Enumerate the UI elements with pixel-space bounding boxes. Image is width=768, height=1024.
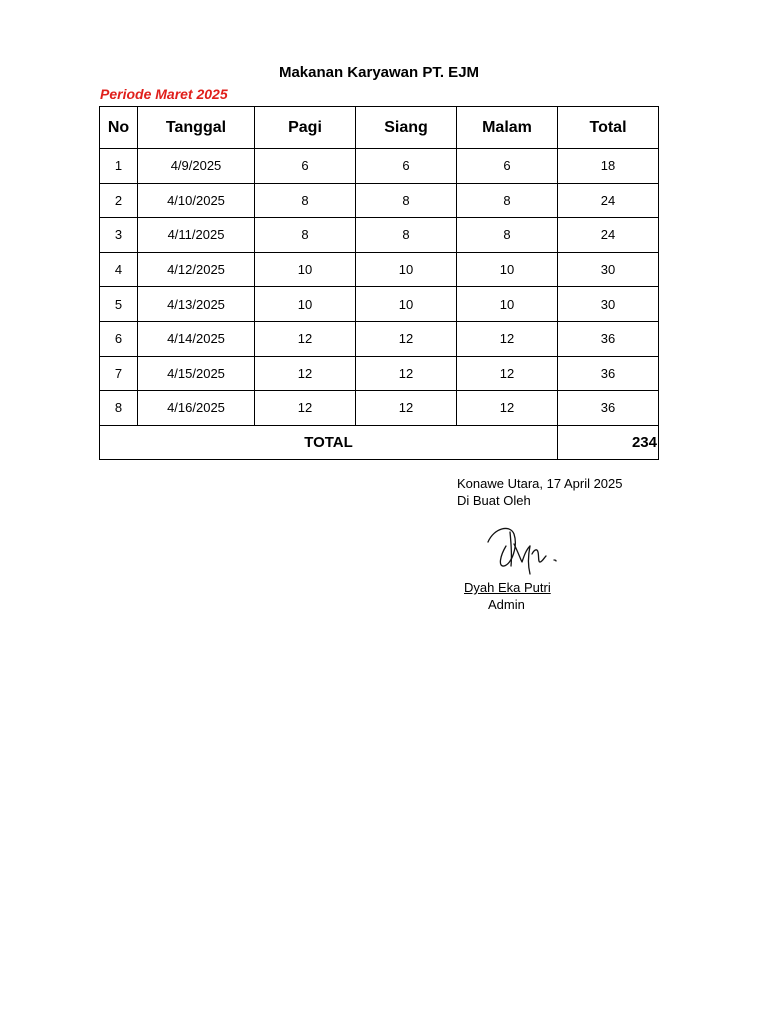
cell-tanggal: 4/10/2025 — [138, 183, 255, 218]
document-title: Makanan Karyawan PT. EJM — [278, 64, 480, 81]
cell-tanggal: 4/13/2025 — [138, 287, 255, 322]
cell-siang: 8 — [356, 218, 457, 253]
cell-pagi: 12 — [255, 321, 356, 356]
cell-siang: 10 — [356, 287, 457, 322]
cell-tanggal: 4/11/2025 — [138, 218, 255, 253]
table-row — [100, 149, 659, 184]
cell-total: 24 — [558, 218, 659, 253]
cell-tanggal: 4/16/2025 — [138, 391, 255, 426]
cell-siang: 12 — [356, 321, 457, 356]
cell-siang: 8 — [356, 183, 457, 218]
cell-malam: 6 — [457, 149, 558, 184]
header-pagi: Pagi — [255, 107, 356, 149]
cell-tanggal: 4/12/2025 — [138, 252, 255, 287]
cell-pagi: 6 — [255, 149, 356, 184]
cell-total: 18 — [558, 149, 659, 184]
cell-malam: 8 — [457, 218, 558, 253]
table-row — [100, 218, 659, 253]
handwritten-signature — [470, 512, 595, 576]
header-no: No — [100, 107, 138, 149]
cell-no: 5 — [100, 287, 138, 322]
table-header-row — [100, 107, 659, 149]
cell-total: 24 — [558, 183, 659, 218]
cell-no: 4 — [100, 252, 138, 287]
cell-no: 2 — [100, 183, 138, 218]
cell-no: 1 — [100, 149, 138, 184]
made-by-label: Di Buat Oleh — [457, 493, 531, 508]
total-label: TOTAL — [100, 425, 558, 459]
meal-report-table — [99, 106, 659, 460]
grand-total-value: 234 — [558, 425, 659, 459]
cell-pagi: 8 — [255, 218, 356, 253]
table-row — [100, 287, 659, 322]
cell-malam: 12 — [457, 391, 558, 426]
cell-siang: 10 — [356, 252, 457, 287]
header-malam: Malam — [457, 107, 558, 149]
cell-tanggal: 4/15/2025 — [138, 356, 255, 391]
cell-siang: 6 — [356, 149, 457, 184]
cell-pagi: 10 — [255, 252, 356, 287]
cell-no: 6 — [100, 321, 138, 356]
place-date: Konawe Utara, 17 April 2025 — [457, 476, 623, 491]
period-label: Periode Maret 2025 — [100, 86, 228, 102]
cell-total: 36 — [558, 356, 659, 391]
cell-tanggal: 4/14/2025 — [138, 321, 255, 356]
cell-total: 30 — [558, 287, 659, 322]
signer-role: Admin — [488, 597, 525, 612]
cell-total: 36 — [558, 321, 659, 356]
cell-pagi: 10 — [255, 287, 356, 322]
cell-no: 7 — [100, 356, 138, 391]
cell-total: 36 — [558, 391, 659, 426]
cell-pagi: 12 — [255, 356, 356, 391]
header-tanggal: Tanggal — [138, 107, 255, 149]
cell-malam: 10 — [457, 252, 558, 287]
table-row — [100, 321, 659, 356]
cell-siang: 12 — [356, 356, 457, 391]
table-row — [100, 252, 659, 287]
cell-malam: 8 — [457, 183, 558, 218]
cell-pagi: 12 — [255, 391, 356, 426]
table-row — [100, 183, 659, 218]
table-row — [100, 356, 659, 391]
header-siang: Siang — [356, 107, 457, 149]
cell-no: 3 — [100, 218, 138, 253]
table-row — [100, 391, 659, 426]
cell-tanggal: 4/9/2025 — [138, 149, 255, 184]
cell-no: 8 — [100, 391, 138, 426]
total-row — [100, 425, 659, 459]
header-total: Total — [558, 107, 659, 149]
cell-total: 30 — [558, 252, 659, 287]
cell-siang: 12 — [356, 391, 457, 426]
cell-malam: 10 — [457, 287, 558, 322]
cell-malam: 12 — [457, 321, 558, 356]
cell-malam: 12 — [457, 356, 558, 391]
cell-pagi: 8 — [255, 183, 356, 218]
signer-name: Dyah Eka Putri — [464, 580, 551, 595]
